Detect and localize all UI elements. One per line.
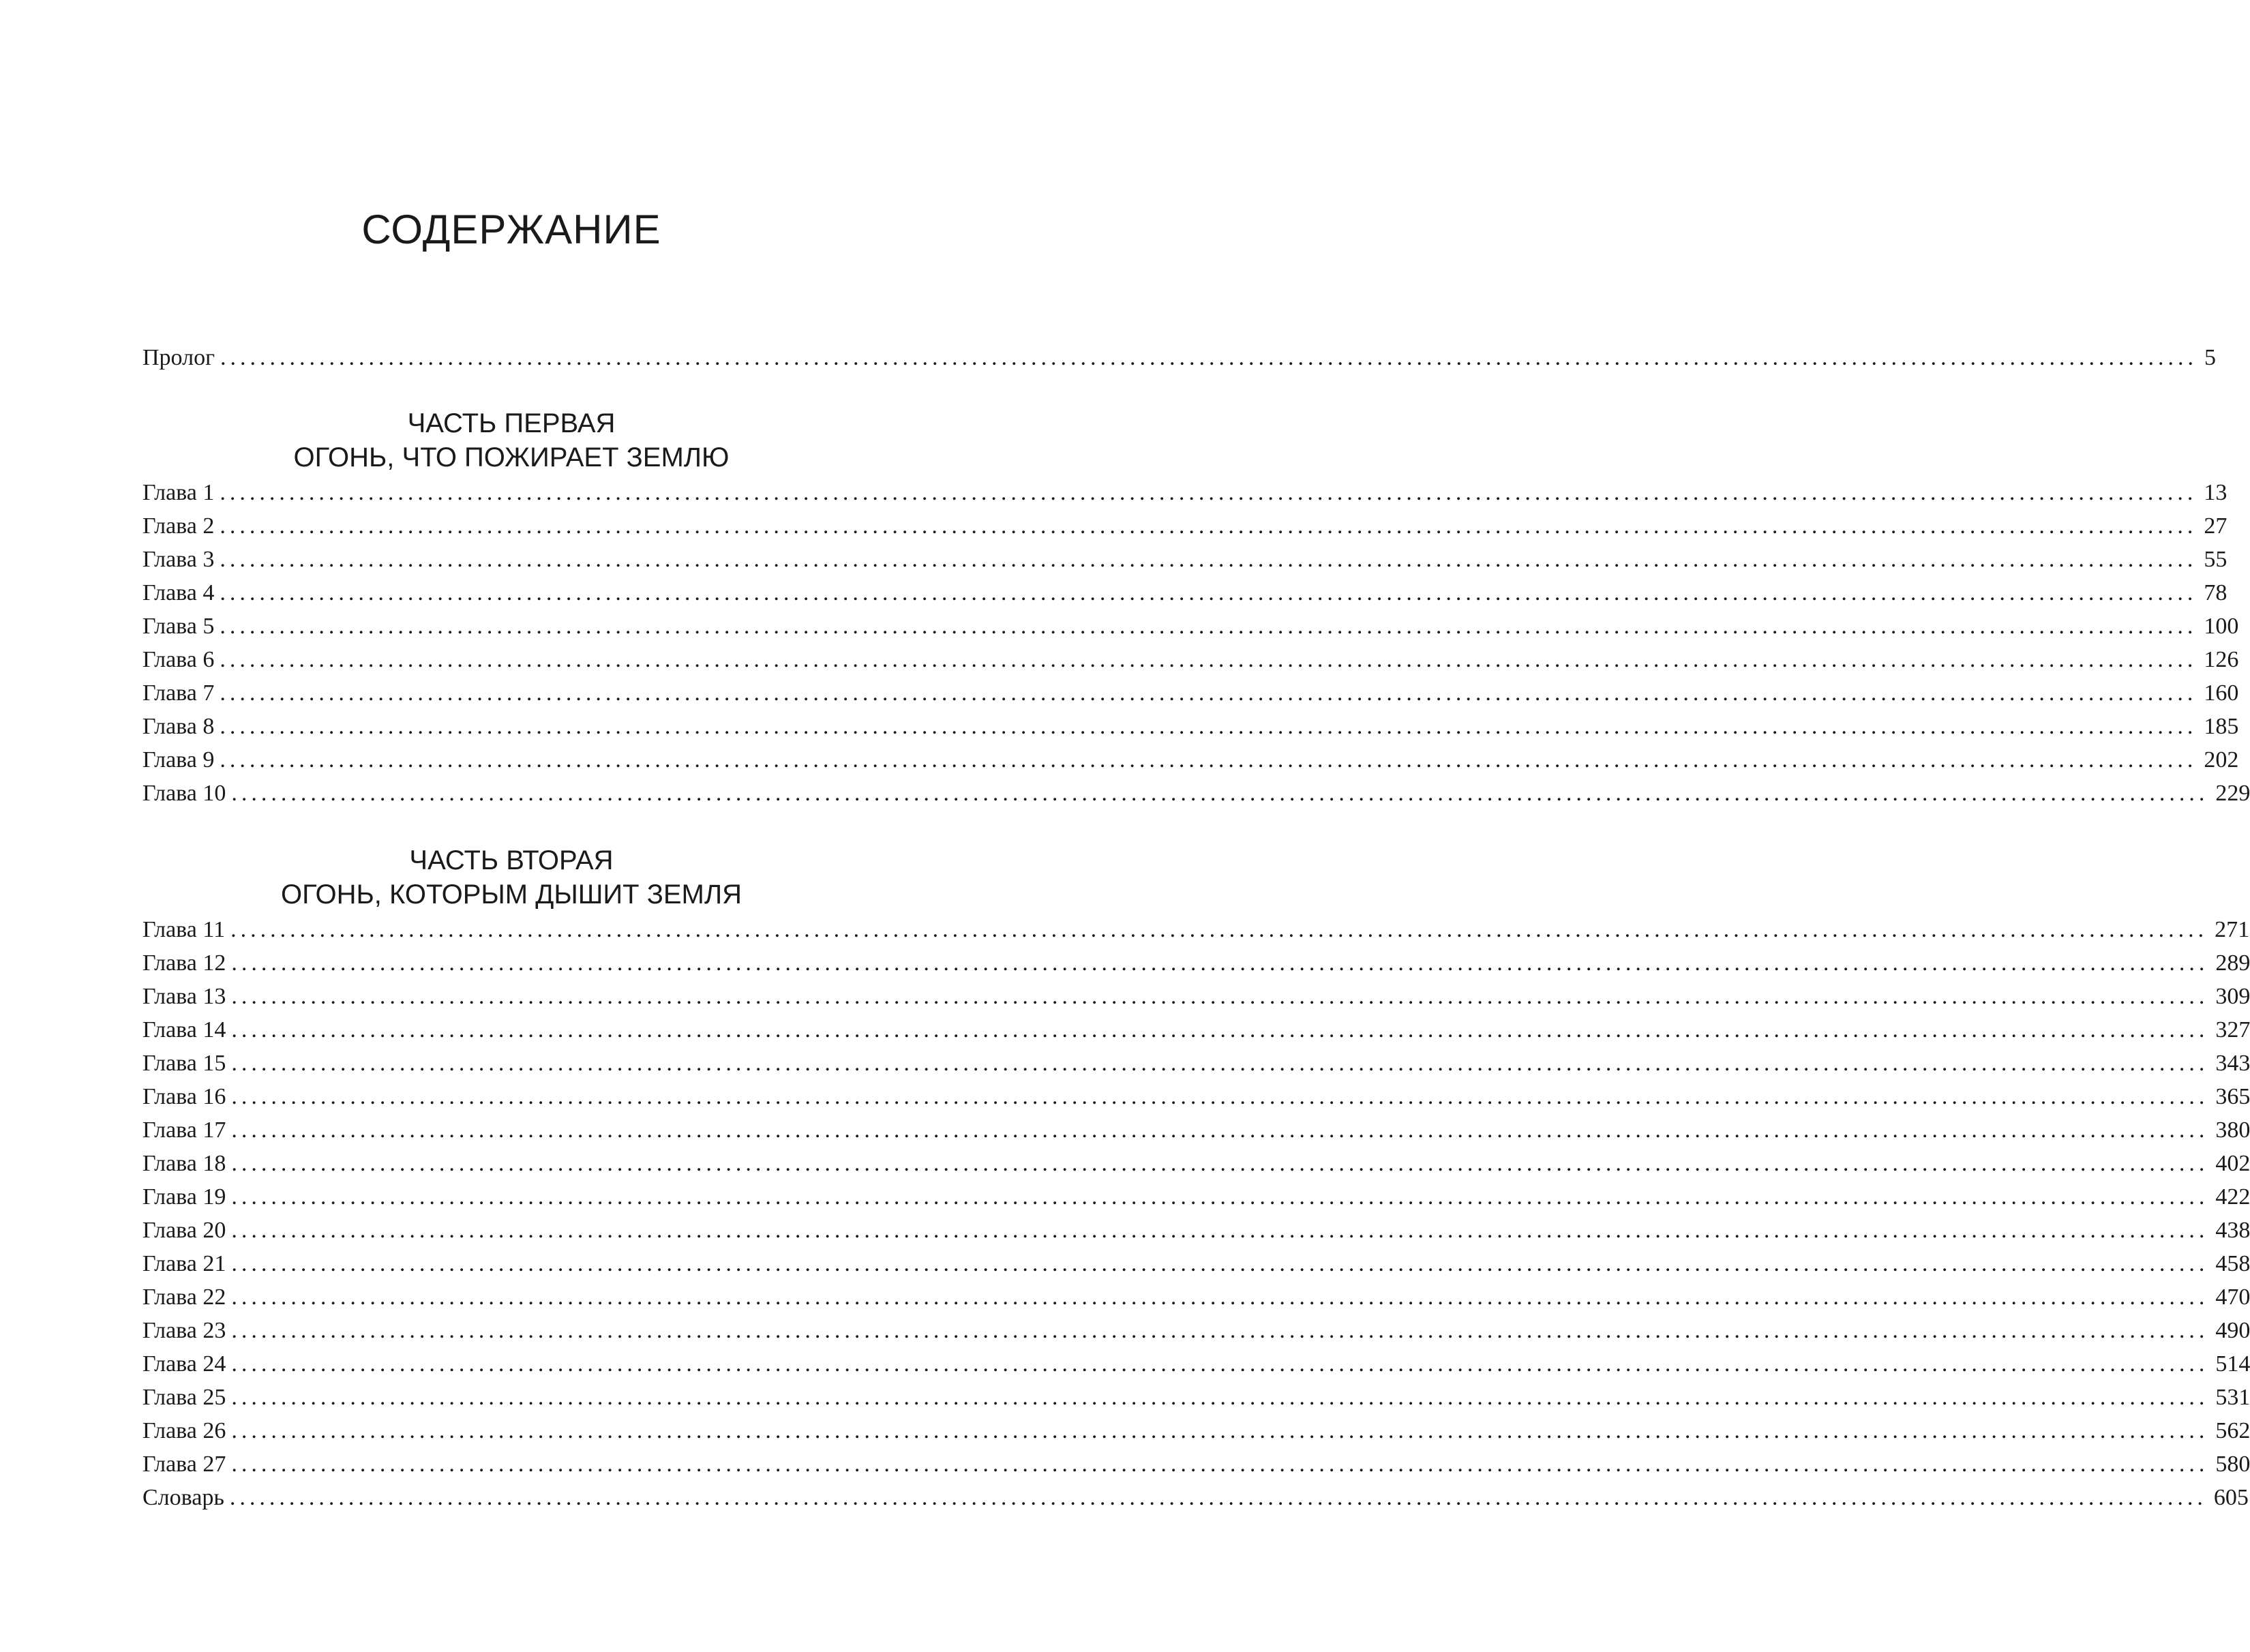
toc-entry-label: Глава 22 bbox=[142, 1285, 226, 1310]
toc-entry[interactable] bbox=[142, 543, 2228, 576]
toc-entry-page: 55 bbox=[2204, 547, 2228, 572]
dot-leader: ........................................................................................................................................................................................................ bbox=[230, 917, 2208, 942]
toc-entry[interactable] bbox=[142, 743, 2239, 777]
dot-leader: ........................................................................................................................................................................................................ bbox=[231, 1251, 2209, 1276]
toc-entry-page: 100 bbox=[2204, 614, 2239, 639]
toc-entry-label: Глава 27 bbox=[142, 1452, 226, 1477]
dot-leader: ........................................................................................................................................................................................................ bbox=[220, 747, 2198, 772]
dot-leader: ........................................................................................................................................................................................................ bbox=[231, 781, 2209, 806]
dot-leader: ........................................................................................................................................................................................................ bbox=[220, 345, 2198, 370]
dot-leader: ........................................................................................................................................................................................................ bbox=[231, 1084, 2209, 1109]
toc-entry[interactable] bbox=[142, 1447, 2250, 1481]
dot-leader: ........................................................................................................................................................................................................ bbox=[231, 1184, 2209, 1210]
dot-leader: ........................................................................................................................................................................................................ bbox=[220, 480, 2198, 505]
toc-entry-page: 78 bbox=[2204, 580, 2228, 605]
toc-entry-label: Глава 20 bbox=[142, 1218, 226, 1243]
toc-entry[interactable] bbox=[142, 1113, 2250, 1147]
toc-entry-label: Глава 3 bbox=[142, 547, 215, 572]
toc-entry-page: 185 bbox=[2204, 714, 2239, 739]
toc-entry-page: 27 bbox=[2204, 513, 2228, 539]
dot-leader: ........................................................................................................................................................................................................ bbox=[231, 950, 2209, 976]
toc-entry[interactable] bbox=[142, 980, 2250, 1013]
toc-entry-label: Глава 6 bbox=[142, 647, 215, 672]
dot-leader: ........................................................................................................................................................................................................ bbox=[220, 547, 2198, 572]
dot-leader: ........................................................................................................................................................................................................ bbox=[220, 714, 2198, 739]
toc-entry[interactable] bbox=[142, 913, 2250, 946]
toc-entry-label: Глава 19 bbox=[142, 1184, 226, 1210]
toc-entry-label: Глава 17 bbox=[142, 1117, 226, 1143]
toc-entry-label: Глава 12 bbox=[142, 950, 226, 976]
toc-entry[interactable] bbox=[142, 1047, 2250, 1080]
toc-entry-label: Глава 24 bbox=[142, 1351, 226, 1377]
toc-entry[interactable] bbox=[142, 1247, 2250, 1280]
dot-leader: ........................................................................................................................................................................................................ bbox=[220, 580, 2198, 605]
toc-entry-page: 289 bbox=[2215, 950, 2250, 976]
dot-leader: ........................................................................................................................................................................................................ bbox=[231, 1151, 2209, 1176]
toc-entry-label: Глава 1 bbox=[142, 480, 215, 505]
toc-entry-label: Глава 10 bbox=[142, 781, 226, 806]
toc-entry-label: Глава 2 bbox=[142, 513, 215, 539]
toc-entry-page: 160 bbox=[2204, 680, 2239, 706]
toc-entry-page: 470 bbox=[2215, 1285, 2250, 1310]
dot-leader: ........................................................................................................................................................................................................ bbox=[231, 1051, 2209, 1076]
dot-leader: ........................................................................................................................................................................................................ bbox=[229, 1485, 2207, 1510]
dot-leader: ........................................................................................................................................................................................................ bbox=[220, 680, 2198, 706]
toc-entry[interactable] bbox=[142, 777, 2250, 810]
toc-entry[interactable] bbox=[142, 1080, 2250, 1113]
toc-entry-label: Глава 5 bbox=[142, 614, 215, 639]
toc-entry-label: Глава 18 bbox=[142, 1151, 226, 1176]
toc-entry-page: 126 bbox=[2204, 647, 2239, 672]
dot-leader: ........................................................................................................................................................................................................ bbox=[231, 1351, 2209, 1377]
toc-entry-prologue[interactable] bbox=[142, 341, 2217, 374]
dot-leader: ........................................................................................................................................................................................................ bbox=[231, 1318, 2209, 1343]
toc-entry[interactable] bbox=[142, 1414, 2250, 1447]
dot-leader: ........................................................................................................................................................................................................ bbox=[231, 1452, 2209, 1477]
toc-entry-page: 422 bbox=[2215, 1184, 2250, 1210]
toc-entry-page: 562 bbox=[2215, 1418, 2250, 1443]
toc-entry-page: 5 bbox=[2204, 345, 2217, 370]
toc-entry-page: 327 bbox=[2215, 1017, 2250, 1042]
toc-entry-label: Глава 25 bbox=[142, 1385, 226, 1410]
toc-entry[interactable] bbox=[142, 1013, 2250, 1047]
toc-entry-page: 365 bbox=[2215, 1084, 2250, 1109]
toc-entry-page: 458 bbox=[2215, 1251, 2250, 1276]
toc-entry-page: 343 bbox=[2215, 1051, 2250, 1076]
toc-entry-glossary[interactable] bbox=[142, 1481, 2249, 1514]
toc-entry[interactable] bbox=[142, 476, 2228, 509]
part-one-title: ЧАСТЬ ПЕРВАЯ bbox=[407, 408, 616, 438]
toc-entry-page: 514 bbox=[2215, 1351, 2250, 1377]
toc-entry[interactable] bbox=[142, 1381, 2250, 1414]
toc-entry-page: 271 bbox=[2215, 917, 2250, 942]
toc-entry[interactable] bbox=[142, 610, 2239, 643]
toc-entry-page: 605 bbox=[2213, 1485, 2249, 1510]
toc-entry-label: Глава 11 bbox=[142, 917, 226, 942]
dot-leader: ........................................................................................................................................................................................................ bbox=[231, 1218, 2209, 1243]
dot-leader: ........................................................................................................................................................................................................ bbox=[220, 647, 2198, 672]
toc-entry-page: 402 bbox=[2215, 1151, 2250, 1176]
dot-leader: ........................................................................................................................................................................................................ bbox=[231, 984, 2209, 1009]
toc-entry[interactable] bbox=[142, 509, 2228, 543]
part-two-subtitle: ОГОНЬ, КОТОРЫМ ДЫШИТ ЗЕМЛЯ bbox=[281, 880, 742, 910]
toc-entry-label: Глава 4 bbox=[142, 580, 215, 605]
toc-entry-label: Глава 14 bbox=[142, 1017, 226, 1042]
toc-entry[interactable] bbox=[142, 946, 2250, 980]
dot-leader: ........................................................................................................................................................................................................ bbox=[220, 513, 2198, 539]
toc-entry-page: 438 bbox=[2215, 1218, 2250, 1243]
dot-leader: ........................................................................................................................................................................................................ bbox=[220, 614, 2198, 639]
toc-entry-page: 580 bbox=[2215, 1452, 2250, 1477]
toc-entry[interactable] bbox=[142, 1147, 2250, 1180]
toc-entry-label: Глава 21 bbox=[142, 1251, 226, 1276]
page-title: СОДЕРЖАНИЕ bbox=[361, 207, 661, 252]
toc-entry-page: 229 bbox=[2215, 781, 2250, 806]
part-two-title: ЧАСТЬ ВТОРАЯ bbox=[409, 845, 614, 875]
part-one-subtitle: ОГОНЬ, ЧТО ПОЖИРАЕТ ЗЕМЛЮ bbox=[293, 442, 730, 472]
toc-entry-label: Глава 23 bbox=[142, 1318, 226, 1343]
dot-leader: ........................................................................................................................................................................................................ bbox=[231, 1385, 2209, 1410]
dot-leader: ........................................................................................................................................................................................................ bbox=[231, 1117, 2209, 1143]
toc-entry-label: Глава 16 bbox=[142, 1084, 226, 1109]
toc-entry-label: Глава 13 bbox=[142, 984, 226, 1009]
toc-entry-page: 490 bbox=[2215, 1318, 2250, 1343]
toc-entry-page: 202 bbox=[2204, 747, 2239, 772]
toc-entry[interactable] bbox=[142, 576, 2228, 610]
toc-entry[interactable] bbox=[142, 1180, 2250, 1214]
toc-entry[interactable] bbox=[142, 1214, 2250, 1247]
toc-entry-label: Словарь bbox=[142, 1485, 224, 1510]
toc-entry-label: Глава 26 bbox=[142, 1418, 226, 1443]
toc-entry[interactable] bbox=[142, 1347, 2250, 1381]
toc-entry-label: Глава 8 bbox=[142, 714, 215, 739]
toc-entry[interactable] bbox=[142, 643, 2239, 676]
toc-entry-label: Глава 9 bbox=[142, 747, 215, 772]
toc-entry-label: Глава 15 bbox=[142, 1051, 226, 1076]
toc-entry-label: Пролог bbox=[142, 345, 215, 370]
toc-entry[interactable] bbox=[142, 676, 2239, 710]
toc-entry[interactable] bbox=[142, 1280, 2250, 1314]
dot-leader: ........................................................................................................................................................................................................ bbox=[231, 1418, 2209, 1443]
toc-entry[interactable] bbox=[142, 1314, 2250, 1347]
toc-entry-page: 13 bbox=[2204, 480, 2228, 505]
toc-entry-page: 380 bbox=[2215, 1117, 2250, 1143]
toc-entry-page: 531 bbox=[2215, 1385, 2250, 1410]
dot-leader: ........................................................................................................................................................................................................ bbox=[231, 1285, 2209, 1310]
dot-leader: ........................................................................................................................................................................................................ bbox=[231, 1017, 2209, 1042]
toc-entry[interactable] bbox=[142, 710, 2239, 743]
toc-entry-page: 309 bbox=[2215, 984, 2250, 1009]
toc-entry-label: Глава 7 bbox=[142, 680, 215, 706]
